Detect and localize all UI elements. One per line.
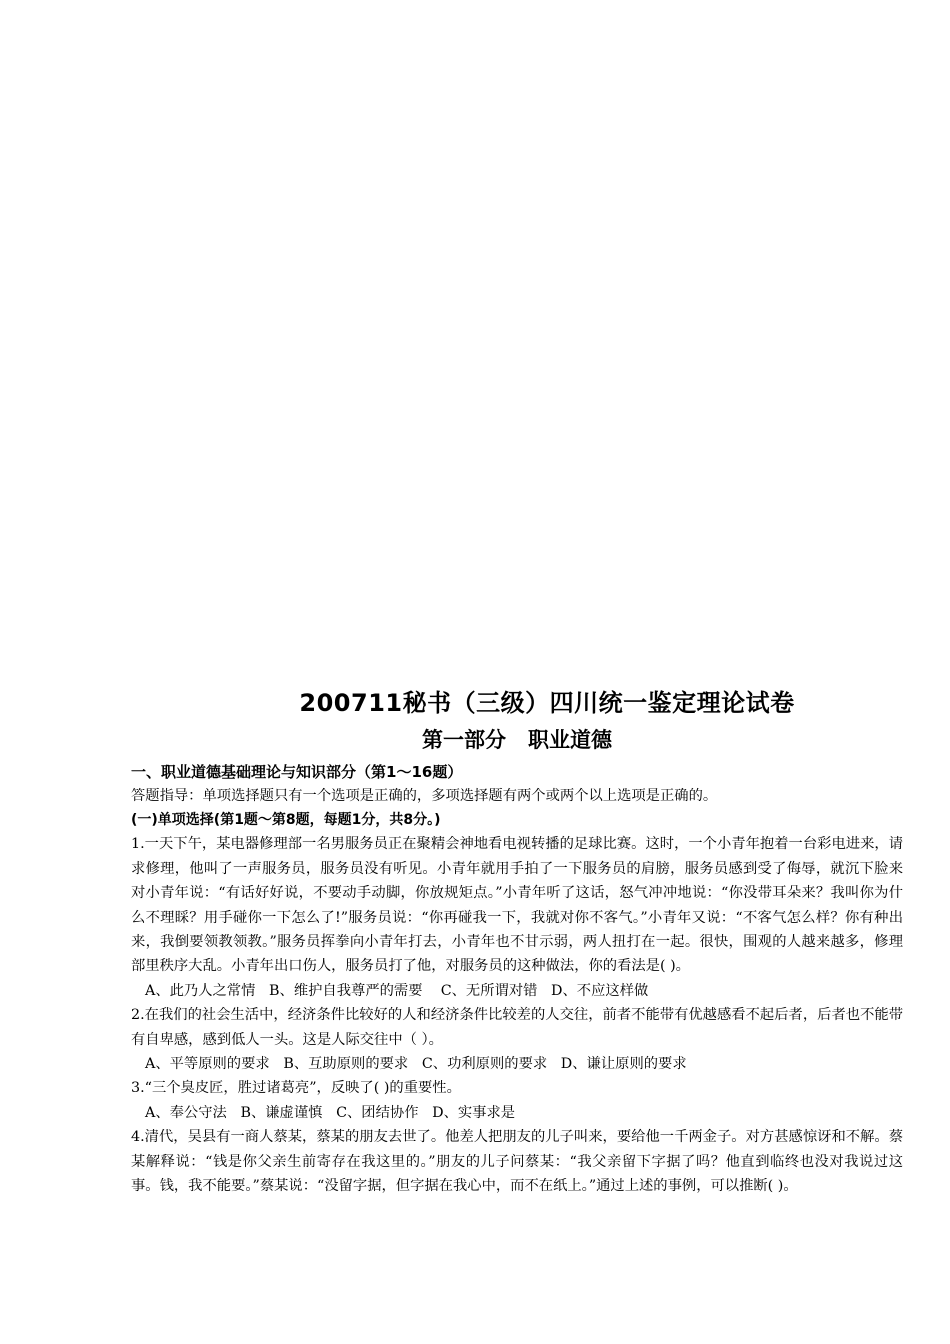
question-3-options: A、奉公守法 B、谦虚谨慎 C、团结协作 D、实事求是 [145, 1104, 516, 1121]
section-heading: 一、职业道德基础理论与知识部分（第1～16题） [131, 763, 463, 781]
exam-title: 200711秘书（三级）四川统一鉴定理论试卷 [299, 689, 795, 717]
question-1-options: A、此乃人之常情 B、维护自我尊严的需要 C、无所谓对错 D、不应这样做 [145, 982, 649, 999]
question-3: 3.“三个臭皮匠，胜过诸葛亮”，反映了( )的重要性。 [131, 1080, 461, 1097]
question-2: 2.在我们的社会生活中，经济条件比较好的人和经济条件比较差的人交往，前者不能带有优越感看不起后者，后者也不能带有自卑感，感到低人一头。这是人际交往中（ ）。 [131, 1007, 903, 1048]
subsection-heading: (一)单项选择(第1题～第8题，每题1分，共8分。) [131, 812, 441, 829]
part-title: 第一部分 职业道德 [422, 728, 612, 752]
question-2-options: A、平等原则的要求 B、互助原则的要求 C、功利原则的要求 D、谦让原则的要求 [145, 1056, 687, 1073]
question-4: 4.清代，吴县有一商人蔡某，蔡某的朋友去世了。他差人把朋友的儿子叫来，要给他一千两金子。对方甚感惊讶和不解。蔡某解释说：“钱是你父亲生前寄存在我这里的。”朋友的儿子问蔡某：“我父亲留下字据了吗？他直到临终也没对我说过这事。钱，我不能要。”蔡某说：“没留字据，但字据在我心中，而不在纸上。”通过上述的事例，可以推断( )。 [131, 1129, 903, 1195]
question-1: 1.一天下午，某电器修理部一名男服务员正在聚精会神地看电视转播的足球比赛。这时，一个小青年抱着一台彩电进来，请求修理，他叫了一声服务员，服务员没有听见。小青年就用手拍了一下服务员的肩膀，服务员感到受了侮辱，就沉下脸来对小青年说：“有话好好说，不要动手动脚，你放规矩点。”小青年听了这话，怒气冲冲地说：“你没带耳朵来？我叫你为什么不理睬？用手碰你一下怎么了!”服务员说：“你再碰我一下，我就对你不客气。”小青年又说：“不客气怎么样？你有种出来，我倒要领教领教。”服务员挥拳向小青年打去，小青年也不甘示弱，两人扭打在一起。很快，围观的人越来越多，修理部里秩序大乱。小青年出口伤人，服务员打了他，对服务员的这种做法，你的看法是( )。 [131, 836, 903, 975]
instructions: 答题指导：单项选择题只有一个选项是正确的，多项选择题有两个或两个以上选项是正确的。 [131, 788, 718, 804]
exam-page [131, 686, 903, 1199]
